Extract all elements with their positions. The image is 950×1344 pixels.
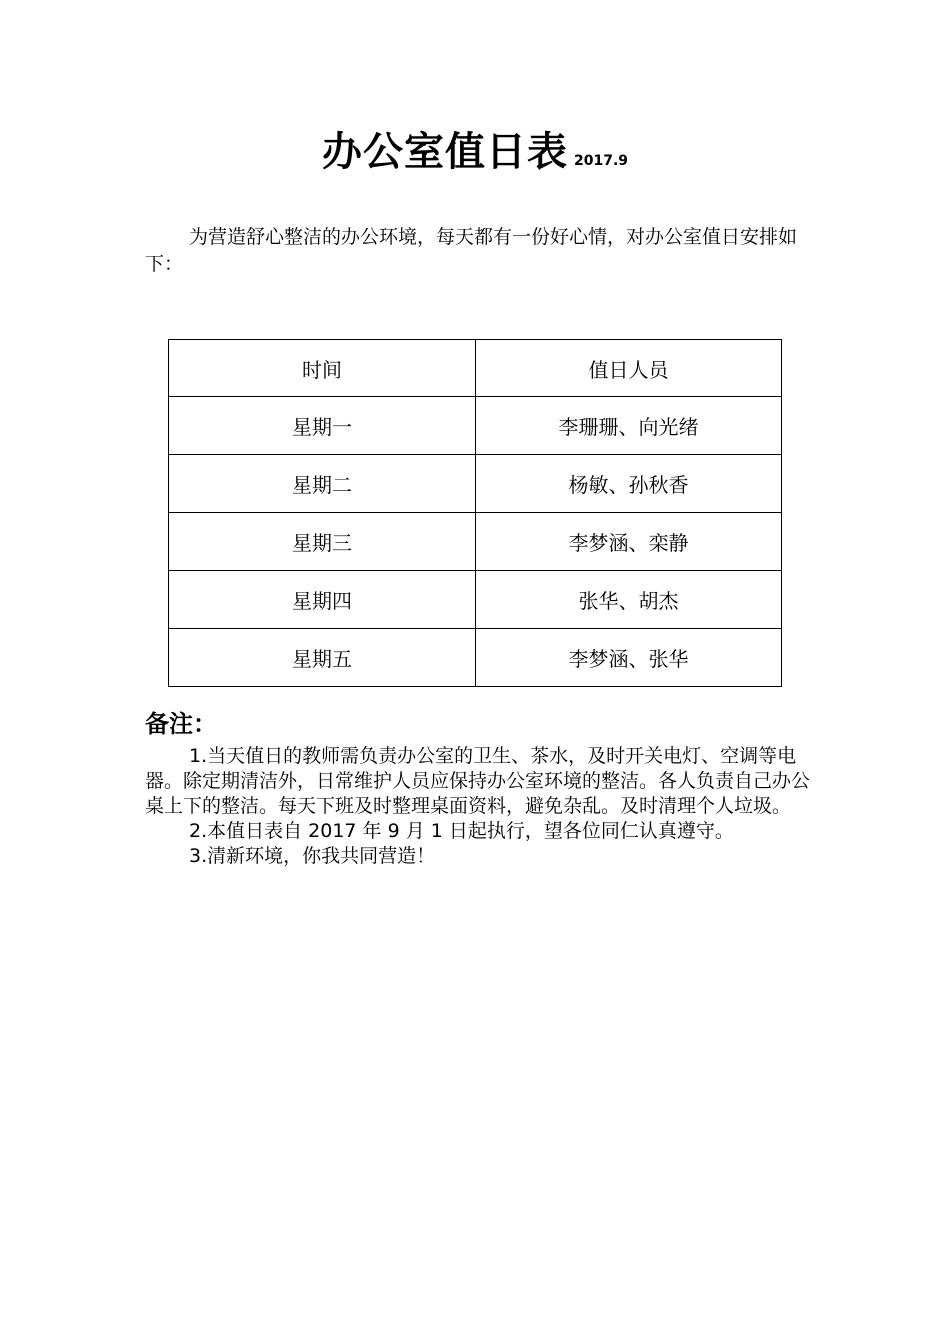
note-item: 2.本值日表自 2017 年 9 月 1 日起执行，望各位同仁认真遵守。 xyxy=(189,820,734,842)
note-item: 1.当天值日的教师需负责办公室的卫生、茶水，及时开关电灯、空调等电器。除定期清洁外，日常维护人员应保持办公室环境的整洁。各人负责自己办公桌上下的整洁。每天下班及时整理桌面资料，避免杂乱。及时清理个人垃圾。 xyxy=(145,745,811,817)
table-header-row xyxy=(169,340,782,397)
table-row xyxy=(169,455,782,513)
staff-cell: 李珊珊、向光绪 xyxy=(476,397,782,455)
notes-list xyxy=(145,744,817,869)
header-time: 时间 xyxy=(169,340,476,397)
staff-cell: 李梦涵、张华 xyxy=(476,629,782,687)
table-row xyxy=(169,513,782,571)
page-title: 办公室值日表 xyxy=(321,129,568,175)
day-cell: 星期三 xyxy=(169,513,476,571)
day-cell: 星期四 xyxy=(169,571,476,629)
day-cell: 星期五 xyxy=(169,629,476,687)
title-date: 2017.9 xyxy=(573,153,629,169)
staff-cell: 张华、胡杰 xyxy=(476,571,782,629)
table-row xyxy=(169,629,782,687)
notes-heading: 备注： xyxy=(145,710,217,738)
staff-cell: 李梦涵、栾静 xyxy=(476,513,782,571)
note-item: 3.清新环境，你我共同营造！ xyxy=(189,845,436,867)
day-cell: 星期一 xyxy=(169,397,476,455)
intro-paragraph: 为营造舒心整洁的办公环境，每天都有一份好心情，对办公室值日安排如下： xyxy=(145,226,798,275)
header-staff: 值日人员 xyxy=(476,340,782,397)
day-cell: 星期二 xyxy=(169,455,476,513)
page-title-block xyxy=(0,120,950,177)
duty-schedule-table xyxy=(168,339,782,687)
staff-cell: 杨敏、孙秋香 xyxy=(476,455,782,513)
table-row xyxy=(169,571,782,629)
table-row xyxy=(169,397,782,455)
